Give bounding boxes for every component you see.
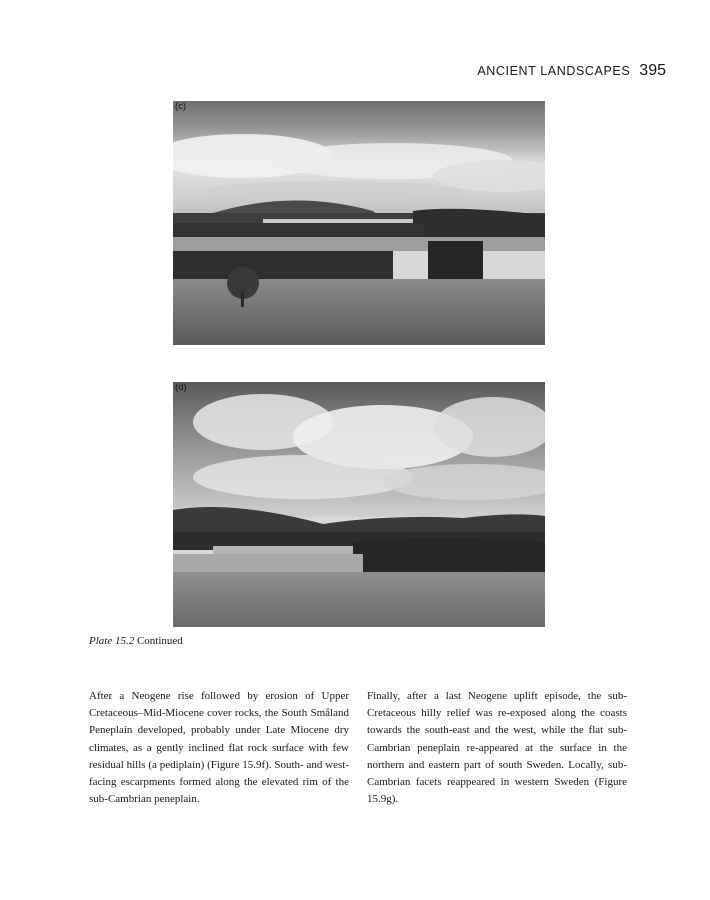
body-text-left-column: After a Neogene rise followed by erosion of Upper Cretaceous–Mid-Miocene cover rocks, the South Småland Peneplain developed, probably under Late Miocene dry climates, as a gently inclined flat rock surface with few residual hills (a pediplain) (Figure 15.9f). South- and west-facing escarpments formed along the elevated rim of the sub-Cambrian peneplain. (89, 690, 349, 806)
caption-plate-number: Plate 15.2 (89, 635, 135, 647)
caption-text: Continued (136, 635, 183, 647)
landscape-photo-d (173, 382, 545, 627)
panel-label-d: (d) (175, 382, 187, 393)
photo-d (173, 382, 545, 627)
page-number: 395 (639, 62, 666, 79)
figure-caption (89, 635, 183, 647)
running-title: ANCIENT LANDSCAPES (477, 64, 631, 78)
landscape-photo-c (173, 101, 545, 345)
panel-label-c: (c) (175, 101, 187, 112)
body-text-right-column: Finally, after a last Neogene uplift episode, the sub-Cretaceous hilly relief was re-exposed along the coasts towards the south-east and the west, while the flat sub-Cambrian peneplain re-appeared at the surface in the northern and eastern part of south Sweden. Locally, sub-Cambrian facets reappeared in western Sweden (Figure 15.9g). (367, 690, 627, 806)
running-head (477, 62, 666, 80)
photo-c (173, 101, 545, 345)
